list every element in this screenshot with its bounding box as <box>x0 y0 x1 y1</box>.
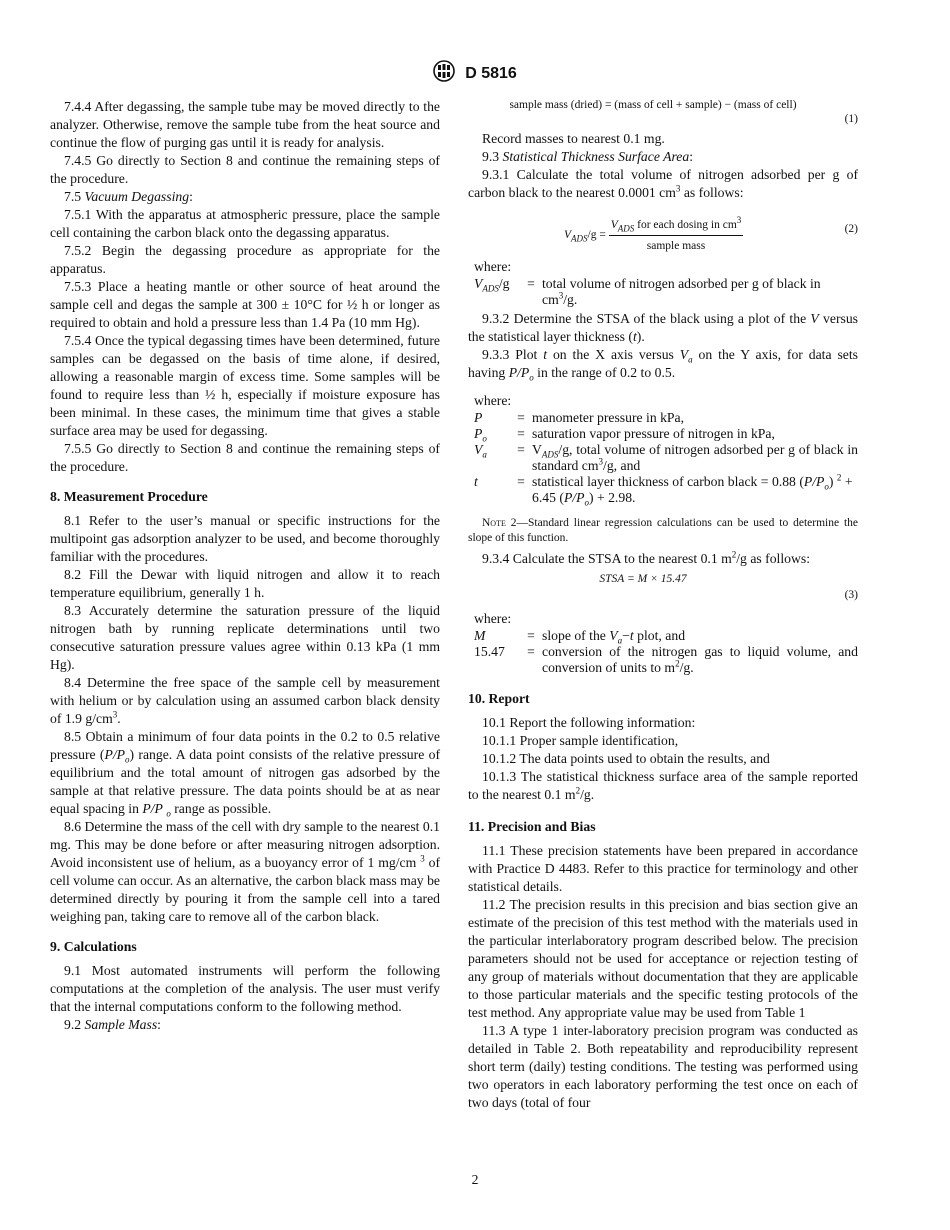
para-7-5-1: 7.5.1 With the apparatus at atmospheric pressure, place the sample cell containing the carbon black onto the degassing apparatus. <box>50 207 440 240</box>
para-8-5: 8.5 Obtain a minimum of four data points in the 0.2 to 0.5 relative pressure $(P/P_o)$ range. A data point consists of the relative pressure of equilibrium and the total amount of nitrogen gas adsorbed by the sample at that relative pressure. The data points should be at as near equal spacing in P/P $_o$ range as possible. <box>50 729 440 819</box>
para-8-1: 8.1 Refer to the user’s manual or specific instructions for the multipoint gas adsorption analyzer to be used, and become thoroughly familiar with the procedures. <box>50 513 440 564</box>
para-9-3-1: 9.3.1 Calculate the total volume of nitrogen adsorbed per g of carbon black to the nearest 0.0001 $cm^3$ as follows: <box>468 167 858 200</box>
para-9-3-3: 9.3.3 Plot t on the X axis versus $V_a$ on the Y axis, for data sets having $P/P_o$ in the range of 0.2 to 0.5. <box>468 347 858 383</box>
definitions-1 <box>474 276 858 308</box>
para-10-1-2: 10.1.2 The data points used to obtain the results, and <box>482 751 770 766</box>
para-9-3-2: 9.3.2 Determine the STSA of the black using a plot of the V versus the statistical layer thickness (t). <box>468 311 858 344</box>
para-8-2: 8.2 Fill the Dewar with liquid nitrogen and allow it to reach temperature equilibrium, generally 1 h. <box>50 567 440 600</box>
section-9-heading: 9. Calculations <box>50 939 137 954</box>
where-label-3: where: <box>474 611 512 626</box>
definitions-2 <box>474 410 858 506</box>
astm-logo-icon <box>433 60 455 87</box>
equation-2: $V_{ADS}/g$ = $\frac{V_{ADS} for each dosing in cm^3}{\text{sample mass}}$ (2) <box>468 208 858 248</box>
para-7-5-5: 7.5.5 Go directly to Section 8 and continue the remaining steps of the procedure. <box>50 441 440 474</box>
section-10-heading: 10. Report <box>468 691 530 706</box>
right-column <box>468 98 858 1112</box>
definition-row: $V_{ADS}/g$ = total volume of nitrogen adsorbed per g of black in $cm^3/g$. <box>474 276 821 307</box>
left-column <box>50 98 440 1034</box>
definition-row: $V_a$ = $V_{ADS}/g$, total volume of nitrogen adsorbed per g of black in standard $cm^3/g$, and <box>474 442 858 473</box>
where-label-1: where: <box>474 259 512 274</box>
equation-1: sample mass (dried) = (mass of cell + sample) − (mass of cell) <box>509 99 797 111</box>
page-header <box>0 60 950 87</box>
definition-row: t = statistical layer thickness of carbon black = 0.88 $(P/P_o) ^2 + 6.45$ $(P/P_o) + 2.98$. <box>474 472 853 508</box>
para-7-4-4: 7.4.4 After degassing, the sample tube may be moved directly to the analyzer. Otherwise, remove the sample tube from the heat source and continue the flow of purging gas until it is ready for analysis. <box>50 99 440 150</box>
definition-row: $P_o$ = saturation vapor pressure of nitrogen in kPa, <box>474 426 775 444</box>
para-7-4-5: 7.4.5 Go directly to Section 8 and continue the remaining steps of the procedure. <box>50 153 440 186</box>
definition-row: M = slope of the $V_a-t$ plot, and <box>474 628 686 646</box>
para-9-3: 9.3 Statistical Thickness Surface Area: <box>482 149 694 164</box>
definition-row: 15.47 = conversion of the nitrogen gas to liquid volume, and conversion of units to $m^2/g$. <box>474 644 858 675</box>
section-8-heading: 8. Measurement Procedure <box>50 489 208 504</box>
equation-3: STSA = M × 15.47 <box>599 573 687 585</box>
equation-3-number: (3) <box>844 589 858 601</box>
para-11-3: 11.3 A type 1 inter-laboratory precision program was conducted as detailed in Table 2. Both repeatability and reproducibility represent short term (daily) testing conditions. The testing was performed using two operators in each laboratory performing the test once on each of two days (total of four <box>468 1023 858 1110</box>
equation-1-number: (1) <box>844 113 858 125</box>
para-8-4: 8.4 Determine the free space of the sample cell by measurement with helium or by calculation using an assumed carbon black density of 1.9 $g/cm^3$. <box>50 675 440 726</box>
para-9-3-4: 9.3.4 Calculate the STSA to the nearest 0.1 $m^2/g$ as follows: <box>482 549 811 566</box>
para-7-5-4: 7.5.4 Once the typical degassing times have been determined, future samples can be degassed on the basis of time alone, if desired, allowing a reasonable margin of excess time. Some samples will be found to require less than ½ h, especially if moisture exposure has been minimal. In these cases, the minimum time that gives a stable surface area may be used for degassing. <box>50 333 440 438</box>
para-7-5-2: 7.5.2 Begin the degassing procedure as appropriate for the apparatus. <box>50 243 440 276</box>
where-label-2: where: <box>474 393 512 408</box>
section-11-heading: 11. Precision and Bias <box>468 819 596 834</box>
definition-row: P = manometer pressure in kPa, <box>474 410 685 425</box>
para-10-1-1: 10.1.1 Proper sample identification, <box>482 733 679 748</box>
document-number: D 5816 <box>465 64 517 82</box>
para-record: Record masses to nearest 0.1 mg. <box>482 131 665 146</box>
para-11-2: 11.2 The precision results in this precision and bias section give an estimate of the precision of this test method with the materials used in the particular interlaboratory program described below. The precision parameters should not be used for acceptance or rejection testing of any group of materials without documentation that they are applicable to those particular materials and the specific testing protocols of the test method. Any appropriate value may be used from Table 1 <box>468 897 858 1020</box>
page-number: 2 <box>471 1172 479 1187</box>
note-2: Note 2—Standard linear regression calculations can be used to determine the slope of this function. <box>468 517 858 544</box>
para-7-5: 7.5 Vacuum Degassing: <box>64 189 193 204</box>
para-10-1-3: 10.1.3 The statistical thickness surface area of the sample reported to the nearest 0.1 $m^2/g$. <box>468 769 858 802</box>
para-8-6: 8.6 Determine the mass of the cell with dry sample to the nearest 0.1 mg. This may be done before or after measuring nitrogen adsorption. Avoid inconsistent use of helium, as a buoyancy error of 1 mg/cm $^3$ of cell volume can occur. As an alternative, the carbon black mass may be determined directly by pouring it from the sample cell into a tared weighing pan, taking care to remove all of the carbon black. <box>50 819 441 924</box>
para-8-3: 8.3 Accurately determine the saturation pressure of the liquid nitrogen bath by running replicate determinations until two consecutive saturation pressure values agree within 0.13 kPa (1 mm Hg). <box>50 603 440 672</box>
para-10-1: 10.1 Report the following information: <box>482 715 696 730</box>
para-9-2: 9.2 Sample Mass: <box>64 1017 161 1032</box>
definitions-3 <box>474 628 858 676</box>
equation-2-fraction: $\frac{V_{ADS} for each dosing in cm^3}{\text{sample mass}}$ <box>610 215 742 252</box>
para-7-5-3: 7.5.3 Place a heating mantle or other source of heat around the sample cell and degas the sample at 300 ± 10°C for ½ h or longer as required to obtain and hold a pressure less than 1.4 Pa (10 mm Hg). <box>50 279 440 330</box>
para-9-1: 9.1 Most automated instruments will perform the following computations at the completion of the analysis. The user must verify that the internal computations conform to the following method. <box>50 963 440 1014</box>
para-11-1: 11.1 These precision statements have been prepared in accordance with Practice D 4483. Refer to this practice for terminology and other statistical details. <box>468 843 858 894</box>
